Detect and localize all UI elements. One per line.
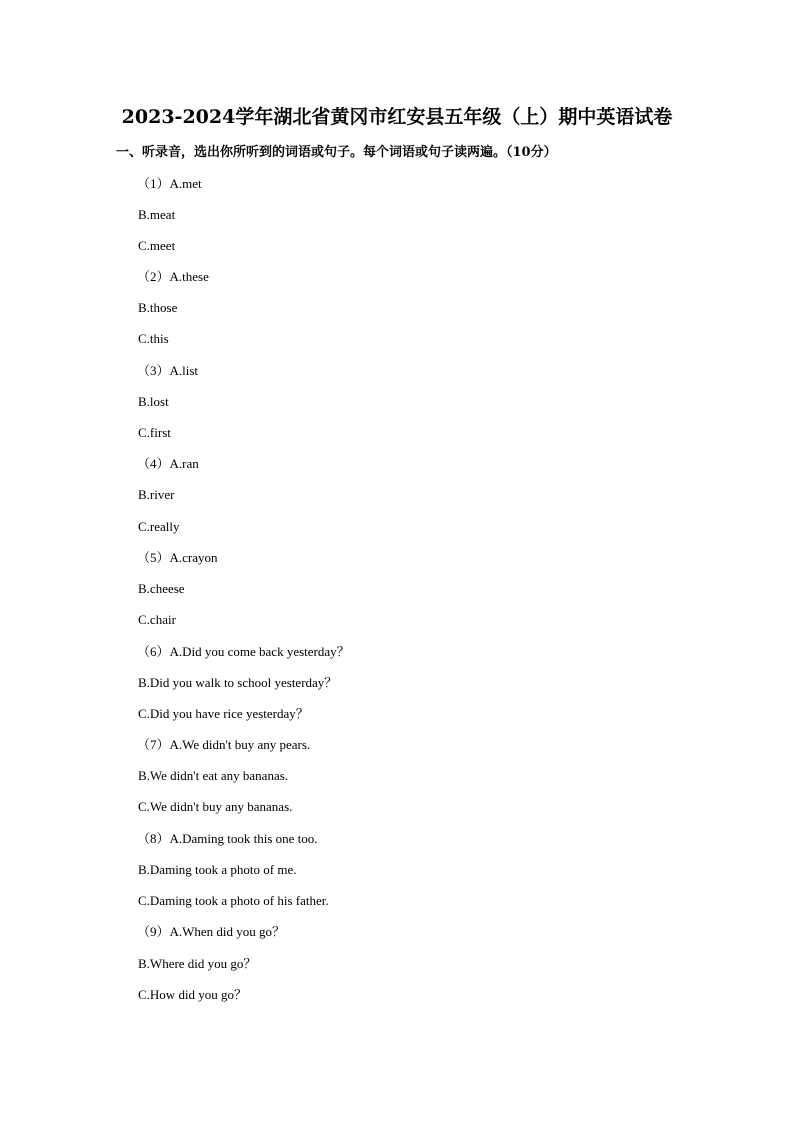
question-5-option-a: （5）A.crayon bbox=[137, 550, 218, 565]
question-8-option-b: B.Daming took a photo of me. bbox=[138, 862, 297, 877]
question-9-option-a: （9）A.When did you go？ bbox=[137, 924, 286, 939]
question-3-option-a: （3）A.list bbox=[137, 363, 199, 378]
question-6-option-c: C.Did you have rice yesterday？ bbox=[138, 706, 309, 721]
question-7-option-a: （7）A.We didn't buy any pears. bbox=[137, 737, 311, 752]
question-2-option-c: C.this bbox=[138, 331, 169, 346]
section-heading: 一、听录音，选出你所听到的词语或句子。每个词语或句子读两遍。（10分） bbox=[116, 145, 557, 160]
question-7-option-b: B.We didn't eat any bananas. bbox=[138, 768, 289, 783]
question-9-option-c: C.How did you go？ bbox=[138, 987, 248, 1002]
question-1-option-b: B.meat bbox=[138, 207, 176, 222]
question-5-option-b: B.cheese bbox=[138, 581, 185, 596]
question-1-option-a: （1）A.met bbox=[137, 176, 202, 191]
question-5-option-c: C.chair bbox=[138, 612, 176, 627]
question-8-option-a: （8）A.Daming took this one too. bbox=[137, 831, 318, 846]
question-6-option-a: （6）A.Did you come back yesterday？ bbox=[137, 644, 350, 659]
question-6-option-b: B.Did you walk to school yesterday？ bbox=[138, 675, 338, 690]
page-title: 2023-2024学年湖北省黄冈市红安县五年级（上）期中英语试卷 bbox=[121, 106, 673, 128]
question-8-option-c: C.Daming took a photo of his father. bbox=[138, 893, 329, 908]
question-1-option-c: C.meet bbox=[138, 238, 176, 253]
question-2-option-a: （2）A.these bbox=[137, 269, 209, 284]
question-3-option-b: B.lost bbox=[138, 394, 169, 409]
question-4-option-c: C.really bbox=[138, 519, 180, 534]
question-4-option-a: （4）A.ran bbox=[137, 456, 199, 471]
question-7-option-c: C.We didn't buy any bananas. bbox=[138, 799, 293, 814]
question-3-option-c: C.first bbox=[138, 425, 171, 440]
question-9-option-b: B.Where did you go？ bbox=[138, 956, 257, 971]
question-2-option-b: B.those bbox=[138, 300, 178, 315]
question-4-option-b: B.river bbox=[138, 487, 175, 502]
